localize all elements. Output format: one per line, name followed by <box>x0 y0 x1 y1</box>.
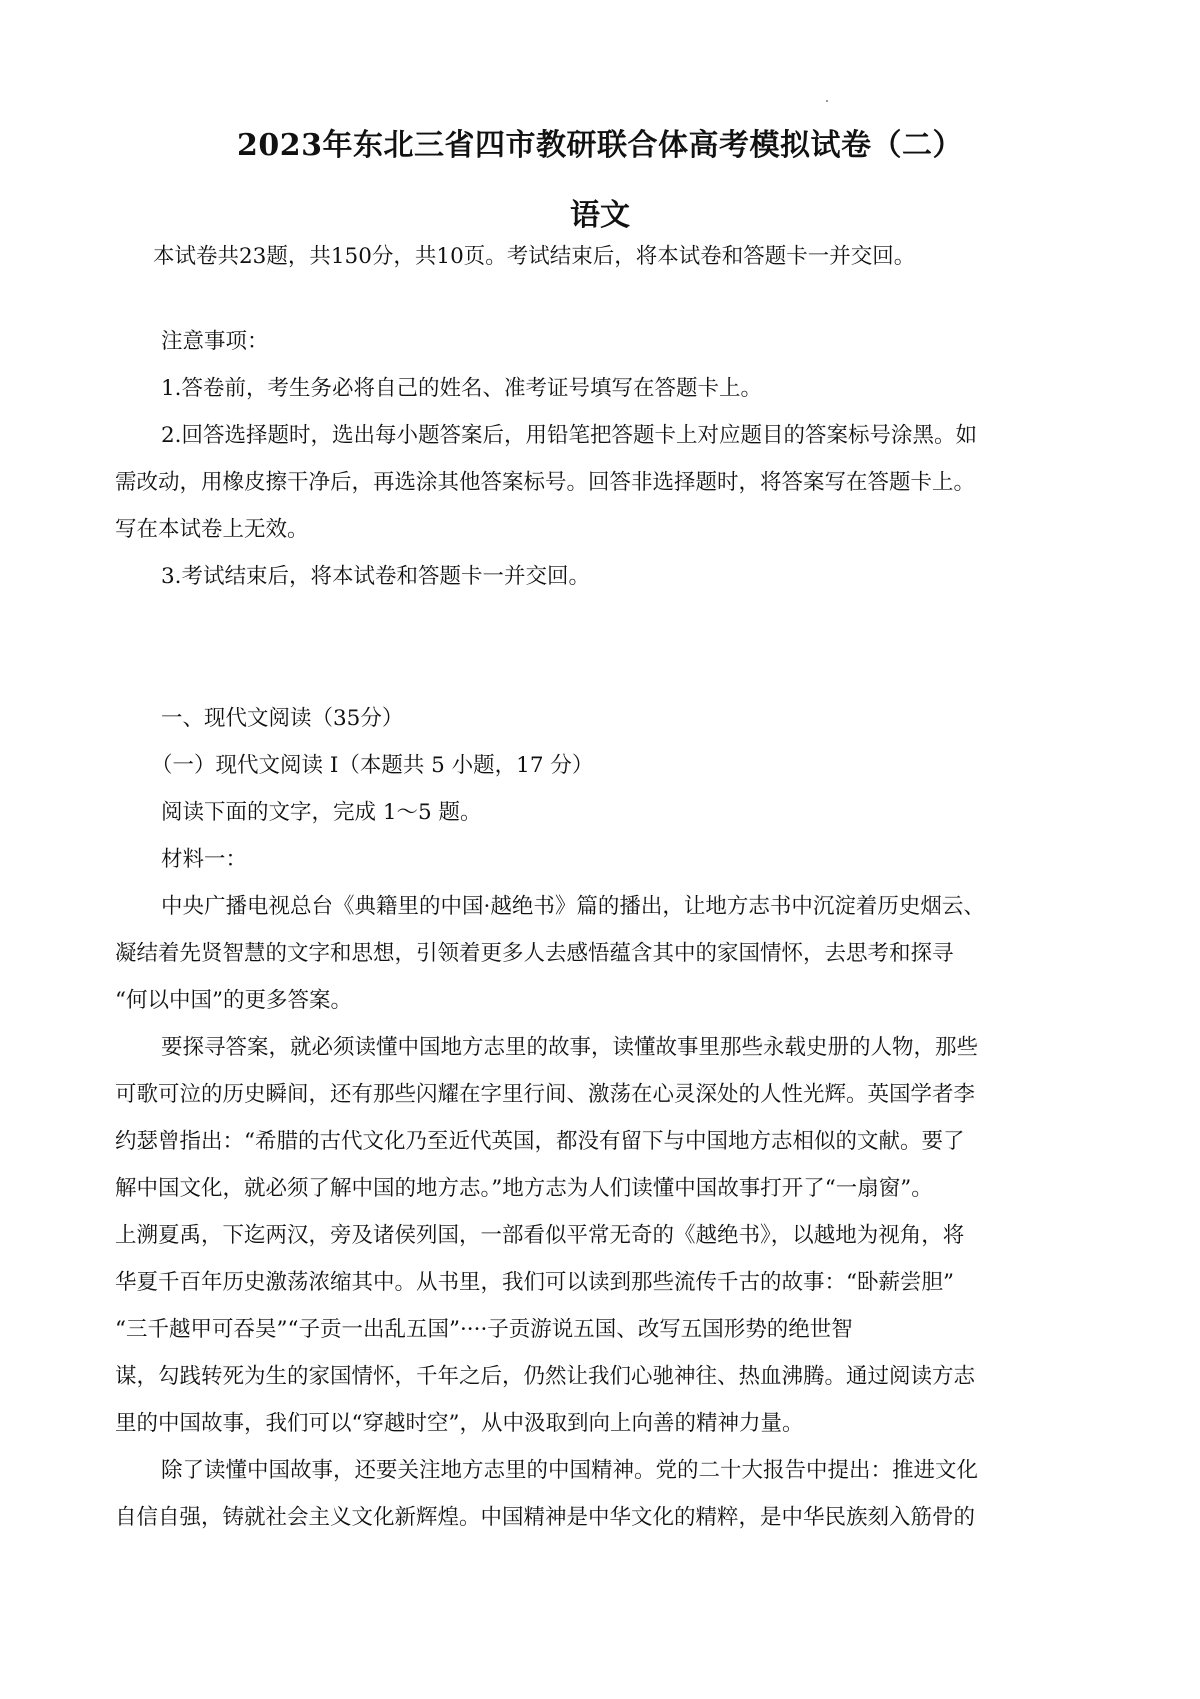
notice-item-1: 1.答卷前，考生务必将自己的姓名、准考证号填写在答题卡上。 <box>161 376 763 401</box>
passage-line: 中央广播电视总台《典籍里的中国·越绝书》篇的播出，让地方志书中沉淀着历史烟云、 <box>161 894 985 919</box>
exam-intro: 本试卷共23题，共150分，共10页。考试结束后，将本试卷和答题卡一并交回。 <box>153 244 916 269</box>
passage-line: 华夏千百年历史激荡浓缩其中。从书里，我们可以读到那些流传千古的故事：“卧薪尝胆” <box>115 1270 954 1295</box>
passage-line: 除了读懂中国故事，还要关注地方志里的中国精神。党的二十大报告中提出：推进文化 <box>161 1458 979 1483</box>
notice-block <box>115 318 1090 600</box>
material-label: 材料一： <box>161 847 248 872</box>
passage-line: 谋，勾践转死为生的家国情怀，千年之后，仍然让我们心驰神往、热血沸腾。通过阅读方志 <box>115 1364 976 1389</box>
notice-item-2-line-1: 2.回答选择题时，选出每小题答案后，用铅笔把答题卡上对应题目的答案标号涂黑。如 <box>161 423 978 448</box>
passage-line: 约瑟曾指出：“希腊的古代文化乃至近代英国，都没有留下与中国地方志相似的文献。要了 <box>115 1129 965 1154</box>
passage-line: 上溯夏禹，下迄两汉，旁及诸侯列国，一部看似平常无奇的《越绝书》，以越地为视角，将 <box>115 1223 965 1248</box>
passage-line: 可歌可泣的历史瞬间，还有那些闪耀在字里行间、激荡在心灵深处的人性光辉。英国学者李 <box>115 1082 976 1107</box>
passage-line: 要探寻答案，就必须读懂中国地方志里的故事，读懂故事里那些永载史册的人物，那些 <box>161 1035 979 1060</box>
scan-speck <box>826 100 828 102</box>
section-sub-heading: （一）现代文阅读 I（本题共 5 小题，17 分） <box>151 753 594 778</box>
exam-intro-block <box>115 233 1090 280</box>
subject-title: 语文 <box>570 198 630 233</box>
passage-line: “何以中国”的更多答案。 <box>115 988 352 1013</box>
passage-line: 里的中国故事，我们可以“穿越时空”，从中汲取到向上向善的精神力量。 <box>115 1411 804 1436</box>
notice-item-2-line-2: 需改动，用橡皮擦干净后，再选涂其他答案标号。回答非选择题时，将答案写在答题卡上。 <box>115 470 976 495</box>
passage-line: 凝结着先贤智慧的文字和思想，引领着更多人去感悟蕴含其中的家国情怀，去思考和探寻 <box>115 941 954 966</box>
notice-heading: 注意事项： <box>161 329 269 354</box>
section-heading: 一、现代文阅读（35分） <box>161 706 404 731</box>
exam-title: 2023年东北三省四市教研联合体高考模拟试卷（二） <box>237 128 963 163</box>
passage-line: 解中国文化，就必须了解中国的地方志。”地方志为人们读懂中国故事打开了“一扇窗”。 <box>115 1176 933 1201</box>
section-instruction: 阅读下面的文字，完成 1～5 题。 <box>161 800 482 825</box>
passage-line: 自信自强，铸就社会主义文化新辉煌。中国精神是中华文化的精粹，是中华民族刻入筋骨的 <box>115 1505 976 1530</box>
notice-item-3: 3.考试结束后，将本试卷和答题卡一并交回。 <box>161 564 591 589</box>
section-block <box>115 695 1090 1541</box>
notice-item-2-line-3: 写在本试卷上无效。 <box>115 517 309 542</box>
passage-line: “三千越甲可吞吴”“子贡一出乱五国”····子贡游说五国、改写五国形势的绝世智 <box>115 1317 853 1342</box>
